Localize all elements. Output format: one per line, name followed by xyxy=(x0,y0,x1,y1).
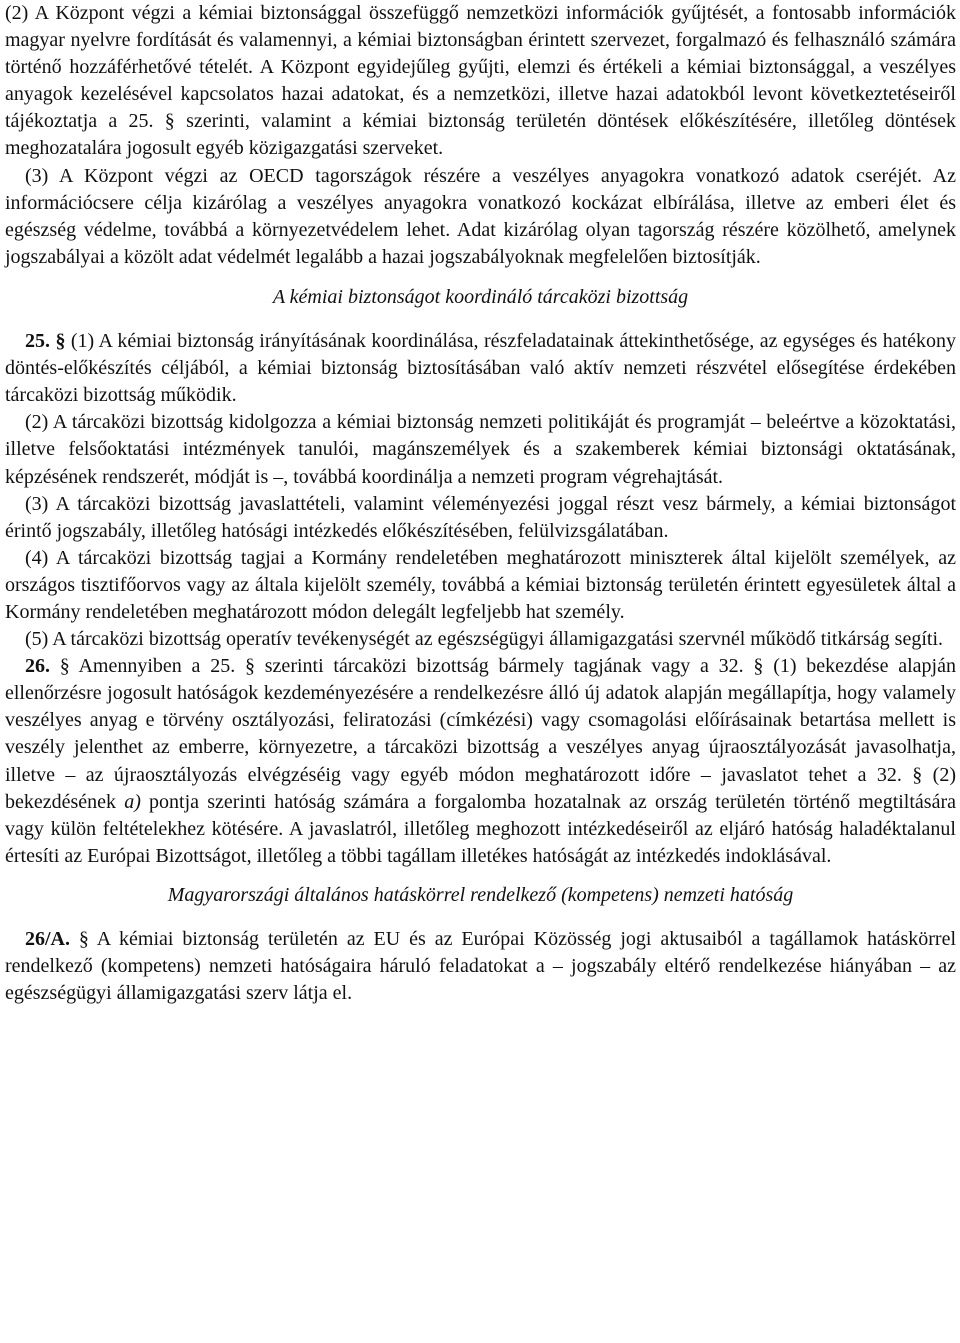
paragraph-25-5: (5) A tárcaközi bizottság operatív tevékenységét az egészségügyi államigazgatási szervnél működő titkárság segíti. xyxy=(25,628,944,651)
paragraph-25-2: (2) A tárcaközi bizottság kidolgozza a kémiai biztonság nemzeti politikáját és programját – beleértve a közoktatási, illetve felsőoktatási intézmények tanulói, magánszemélyek és a szakemberek kémiai biztonsági oktatásának, képzésének rendszerét, módját is –, továbbá koordinálja a nemzeti program végrehajtását. xyxy=(5,411,956,488)
paragraph-25-3: (3) A tárcaközi bizottság javaslattételi, valamint véleményezési joggal részt vesz bármely, a kémiai biztonságot érintő jogszabály, illetőleg hatósági intézkedés előkészítésében, felülvizsgálatában. xyxy=(5,492,956,542)
section-number-26: 26. xyxy=(25,655,50,678)
paragraph-26 xyxy=(5,653,956,870)
section-number-25: 25. § xyxy=(25,330,66,353)
paragraph-26a xyxy=(5,926,956,1007)
paragraph-26-text-a: § Amennyiben a 25. § szerinti tárcaközi bizottság bármely tagjának vagy a 32. § (1) bekezdése alapján ellenőrzésre jogosult hatóságok kezdeményezésére a rendelkezésre álló új adatok alapján megállapítja, hogy valamely veszélyes anyag e törvény osztályozási, feliratozási (címkézési) vagy csomagolási előírásainak betartása mellett is veszély jelenthet az emberre, környezetre, a tárcaközi bizottság a veszélyes anyag újraosztályozását javasolhatja, illetve – az újraosztályozás elvégzéséig vagy egyéb módon meghatározott időre – javaslatot tehet a 32. § (2) bekezdésének xyxy=(5,655,956,813)
paragraph-26-italic-point: a) xyxy=(124,790,141,813)
section-number-26a: 26/A. xyxy=(25,928,70,950)
paragraph-25-4: (4) A tárcaközi bizottság tagjai a Kormány rendeletében meghatározott miniszterek által kijelölt személyek, az országos tisztifőorvos vagy az általa kijelölt személy, továbbá a kémiai biztonság területén érintett egyesületek által a Kormány rendeletében meghatározott módon delegált legfeljebb hat személy. xyxy=(5,546,956,623)
section-heading-kompetens-hatosag: Magyarországi általános hatáskörrel rendelkező (kompetens) nemzeti hatóság xyxy=(167,883,794,906)
section-heading-tarcakozi-bizottsag: A kémiai biztonságot koordináló tárcaközi bizottság xyxy=(272,285,689,308)
paragraph-26-text-b: pontja szerinti hatóság számára a forgalomba hozatalnak az ország területén történő megtiltására vagy külön feltételekhez kötésére. A javaslatról, illetőleg meghozott intézkedéseiről az eljáró hatóság haladéktalanul értesíti az Európai Bizottságot, illetőleg a többi tagállam illetékes hatóságát az intézkedés indoklásával. xyxy=(5,790,956,867)
paragraph-kozpont-3: (3) A Központ végzi az OECD tagországok részére a veszélyes anyagokra vonatkozó adatok cseréjét. Az információcsere célja kizárólag a veszélyes anyagokra vonatkozó kockázat elbírálása, illetve az emberi élet és egészség védelme, továbbá a környezetvédelem lehet. Adat kizárólag olyan tagország részére közölhető, amelynek jogszabályai a közölt adat védelmét legalább a hazai jogszabályoknak megfelelően biztosítják. xyxy=(5,164,956,268)
paragraph-25-1-text: (1) A kémiai biztonság irányításának koordinálása, részfeladatainak áttekinthetősége, az egységes és hatékony döntés-előkészítés céljából, a kémiai biztonság biztosításában való aktív nemzeti részvétel elősegítése érdekében tárcaközi bizottság működik. xyxy=(5,330,956,407)
paragraph-25-1 xyxy=(5,328,956,409)
paragraph-kozpont-2: (2) A Központ végzi a kémiai biztonsággal összefüggő nemzetközi információk gyűjtését, a fontosabb információk magyar nyelvre fordítását és valamennyi, a kémiai biztonságban érintett szervezet, forgalmazó és felhasználó számára történő hozzáférhetővé tételét. A Központ egyidejűleg gyűjti, elemzi és értékeli a kémiai biztonsággal, a veszélyes anyagok kezelésével kapcsolatos hazai adatokat, és a nemzetközi, illetve hazai adatokból levont következtetéseiről tájékoztatja a 25. § szerinti, valamint a kémiai biztonság területén döntések előkészítésére, illetőleg döntések meghozatalára jogosult egyéb közigazgatási szerveket. xyxy=(5,2,956,160)
paragraph-26a-text: § A kémiai biztonság területén az EU és az Európai Közösség jogi aktusaiból a tagállamok hatáskörrel rendelkező (kompetens) nemzeti hatóságaira háruló feladatokat a – jogszabály eltérő rendelkezése hiányában – az egészségügyi államigazgatási szerv látja el. xyxy=(5,928,956,1005)
